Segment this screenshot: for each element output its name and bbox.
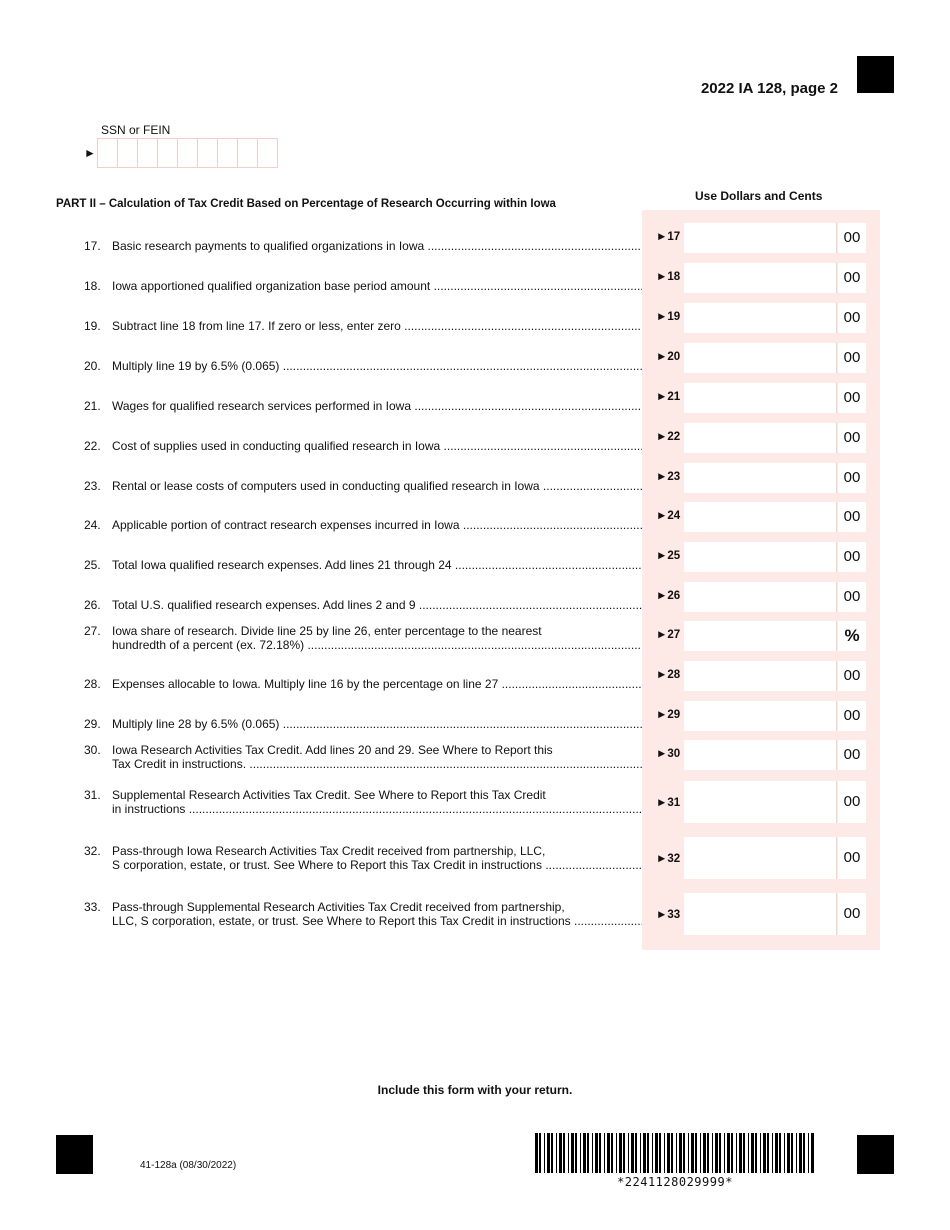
page-title: 2022 IA 128, page 2 [700,80,838,97]
line-28-cents: 00 [838,661,866,691]
line-22-text [84,439,642,453]
line-29-label: ►29 [656,709,681,721]
barcode-bar [556,1133,557,1173]
line-24-text [84,518,642,532]
barcode-bar [712,1133,713,1173]
barcode-bar [604,1133,605,1173]
ssn-digit-box[interactable] [157,138,177,168]
line-27-text [84,624,642,652]
line-25-cents: 00 [838,542,866,572]
line-32-amount-input[interactable] [684,837,837,879]
line-23-label: ►23 [656,471,681,483]
registration-mark-top-right [857,56,894,93]
line-26-amount-input[interactable] [684,582,837,612]
line-number: 18. [84,279,101,293]
barcode-bar [539,1133,541,1173]
barcode-bar [787,1133,790,1173]
barcode-bar [775,1133,778,1173]
barcode-bar [667,1133,670,1173]
barcode-bar [739,1133,742,1173]
barcode [535,1133,815,1173]
barcode-bar [616,1133,617,1173]
line-22-label: ►22 [656,431,681,443]
barcode-bar [760,1133,761,1173]
barcode-bar [595,1133,598,1173]
line-description: Applicable portion of contract research expenses incurred in Iowa ..... [112,518,642,532]
barcode-bar [676,1133,677,1173]
barcode-bar [811,1133,814,1173]
line-26-text [84,598,642,612]
barcode-bar [763,1133,766,1173]
barcode-bar [659,1133,661,1173]
line-28-amount-input[interactable] [684,661,837,691]
line-26-label: ►26 [656,590,681,602]
barcode-bar [547,1133,550,1173]
line-18-cents: 00 [838,263,866,293]
barcode-bar [635,1133,637,1173]
ssn-digit-box[interactable] [117,138,137,168]
barcode-bar [575,1133,577,1173]
line-25-label: ►25 [656,550,681,562]
ssn-digit-box[interactable] [257,138,278,168]
line-description: Basic research payments to qualified organizations in Iowa ..... [112,239,642,253]
line-description-continued: Tax Credit in instructions. ..... [112,757,642,771]
line-description-continued: LLC, S corporation, estate, or trust. See Where to Report this Tax Credit in instructions ..... [112,914,642,928]
line-28-text [84,677,642,691]
barcode-bar [643,1133,646,1173]
line-27-label: ►27 [656,629,681,641]
barcode-bar [599,1133,601,1173]
barcode-text: *2241128029999* [617,1175,733,1189]
line-21-cents: 00 [838,383,866,413]
line-27-amount-input[interactable] [684,621,837,651]
ssn-input[interactable] [97,138,278,168]
ssn-digit-box[interactable] [217,138,237,168]
line-24-amount-input[interactable] [684,502,837,532]
line-number: 24. [84,518,101,532]
line-26-cents: 00 [838,582,866,612]
barcode-bar [571,1133,574,1173]
line-description: Multiply line 28 by 6.5% (0.065) ..... [112,717,642,731]
line-31-cents: 00 [838,781,866,823]
line-30-cents: 00 [838,740,866,770]
barcode-bar [731,1133,733,1173]
line-30-label: ►30 [656,748,681,760]
line-20-text [84,359,642,373]
line-20-label: ►20 [656,351,681,363]
line-description: Pass-through Iowa Research Activities Tax Credit received from partnership, LLC, [112,844,546,858]
barcode-bar [808,1133,809,1173]
registration-mark-bottom-right [857,1135,894,1174]
barcode-bar [551,1133,553,1173]
line-description: Subtract line 18 from line 17. If zero or less, enter zero ..... [112,319,642,333]
barcode-bar [691,1133,694,1173]
barcode-bar [664,1133,665,1173]
line-19-label: ►19 [656,311,681,323]
line-number: 22. [84,439,101,453]
ssn-digit-box[interactable] [97,138,117,168]
barcode-bar [580,1133,581,1173]
line-description: Expenses allocable to Iowa. Multiply line 16 by the percentage on line 27 ..... [112,677,642,691]
barcode-bar [784,1133,785,1173]
barcode-bar [652,1133,653,1173]
registration-mark-bottom-left [56,1135,93,1174]
line-25-amount-input[interactable] [684,542,837,572]
line-25-text [84,558,642,572]
line-description-continued: hundredth of a percent (ex. 72.18%) ..... [112,638,642,652]
line-21-label: ►21 [656,391,681,403]
line-29-cents: 00 [838,701,866,731]
line-number: 27. [84,624,101,638]
ssn-label: SSN or FEIN [101,123,171,137]
line-number: 25. [84,558,101,572]
line-number: 21. [84,399,101,413]
line-33-text [84,900,642,928]
barcode-bar [719,1133,721,1173]
barcode-bar [688,1133,689,1173]
barcode-bar [803,1133,805,1173]
line-30-text [84,743,642,771]
barcode-bar [748,1133,749,1173]
line-description: Iowa Research Activities Tax Credit. Add lines 20 and 29. See Where to Report this [112,743,553,757]
barcode-bar [727,1133,730,1173]
barcode-bar [715,1133,718,1173]
barcode-bar [559,1133,562,1173]
line-23-amount-input[interactable] [684,463,837,493]
line-20-cents: 00 [838,343,866,373]
line-description: Rental or lease costs of computers used in conducting qualified research in Iowa ..... [112,479,642,493]
line-24-cents: 00 [838,502,866,532]
barcode-bar [679,1133,682,1173]
barcode-bar [623,1133,625,1173]
barcode-bar [628,1133,629,1173]
line-23-cents: 00 [838,463,866,493]
barcode-bar [655,1133,658,1173]
line-18-amount-input[interactable] [684,263,837,293]
line-24-label: ►24 [656,510,681,522]
barcode-bar [568,1133,569,1173]
line-20-amount-input[interactable] [684,343,837,373]
barcode-bar [796,1133,797,1173]
ssn-digit-box[interactable] [197,138,217,168]
line-number: 30. [84,743,101,757]
barcode-bar [671,1133,673,1173]
barcode-bar [640,1133,641,1173]
barcode-bar [683,1133,685,1173]
column-header: Use Dollars and Cents [695,189,823,203]
barcode-bar [743,1133,745,1173]
ssn-digit-box[interactable] [177,138,197,168]
line-31-amount-input[interactable] [684,781,837,823]
footer-note: Include this form with your return. [377,1083,573,1097]
barcode-bar [631,1133,634,1173]
percent-sign: % [838,621,866,651]
line-number: 28. [84,677,101,691]
barcode-bar [772,1133,773,1173]
line-29-amount-input[interactable] [684,701,837,731]
ssn-digit-box[interactable] [137,138,157,168]
line-description: Cost of supplies used in conducting qualified research in Iowa ..... [112,439,642,453]
line-31-text [84,788,642,816]
line-22-cents: 00 [838,423,866,453]
line-number: 19. [84,319,101,333]
line-23-text [84,479,642,493]
line-17-cents: 00 [838,223,866,253]
line-33-label: ►33 [656,909,681,921]
line-description: Iowa apportioned qualified organization base period amount ..... [112,279,642,293]
line-number: 32. [84,844,101,858]
line-number: 33. [84,900,101,914]
barcode-bar [707,1133,709,1173]
barcode-bar [695,1133,697,1173]
line-description: Total Iowa qualified research expenses. Add lines 21 through 24 ..... [112,558,642,572]
line-31-label: ►31 [656,797,681,809]
barcode-bar [751,1133,754,1173]
barcode-bar [755,1133,757,1173]
line-number: 17. [84,239,101,253]
line-29-text [84,717,642,731]
barcode-bar [535,1133,538,1173]
line-number: 31. [84,788,101,802]
line-21-amount-input[interactable] [684,383,837,413]
form-code: 41-128a (08/30/2022) [140,1160,237,1171]
barcode-bar [611,1133,613,1173]
line-33-amount-input[interactable] [684,893,837,935]
barcode-bar [619,1133,622,1173]
line-32-cents: 00 [838,837,866,879]
line-description: Supplemental Research Activities Tax Credit. See Where to Report this Tax Credit [112,788,546,802]
line-17-amount-input[interactable] [684,223,837,253]
line-number: 20. [84,359,101,373]
barcode-bar [799,1133,802,1173]
barcode-bar [703,1133,706,1173]
barcode-bar [736,1133,737,1173]
barcode-bar [544,1133,545,1173]
barcode-bar [592,1133,593,1173]
barcode-bar [607,1133,610,1173]
line-description: Wages for qualified research services performed in Iowa ..... [112,399,642,413]
barcode-bar [779,1133,781,1173]
line-33-cents: 00 [838,893,866,935]
line-19-amount-input[interactable] [684,303,837,333]
line-number: 26. [84,598,101,612]
line-description: Multiply line 19 by 6.5% (0.065) ..... [112,359,642,373]
line-32-label: ►32 [656,853,681,865]
barcode-bar [563,1133,565,1173]
line-description: Pass-through Supplemental Research Activities Tax Credit received from partnership, [112,900,565,914]
line-number: 29. [84,717,101,731]
ssn-arrow-icon: ► [84,146,96,160]
line-description: Iowa share of research. Divide line 25 by line 26, enter percentage to the nearest [112,624,542,638]
line-32-text [84,844,642,872]
line-19-text [84,319,642,333]
barcode-bar [791,1133,793,1173]
barcode-bar [700,1133,701,1173]
barcode-bar [767,1133,769,1173]
barcode-bar [647,1133,649,1173]
line-18-text [84,279,642,293]
line-22-amount-input[interactable] [684,423,837,453]
line-30-amount-input[interactable] [684,740,837,770]
line-number: 23. [84,479,101,493]
line-19-cents: 00 [838,303,866,333]
line-18-label: ►18 [656,271,681,283]
line-description-continued: S corporation, estate, or trust. See Where to Report this Tax Credit in instructions ..... [112,858,642,872]
line-description: Total U.S. qualified research expenses. Add lines 2 and 9 ..... [112,598,642,612]
line-17-label: ►17 [656,231,681,243]
barcode-bar [583,1133,586,1173]
barcode-bar [724,1133,725,1173]
line-description-continued: in instructions ..... [112,802,642,816]
part-title: PART II – Calculation of Tax Credit Based on Percentage of Research Occurring within Iowa [56,198,556,210]
barcode-bar [587,1133,589,1173]
line-17-text [84,239,642,253]
line-21-text [84,399,642,413]
ssn-digit-box[interactable] [237,138,257,168]
line-28-label: ►28 [656,669,681,681]
